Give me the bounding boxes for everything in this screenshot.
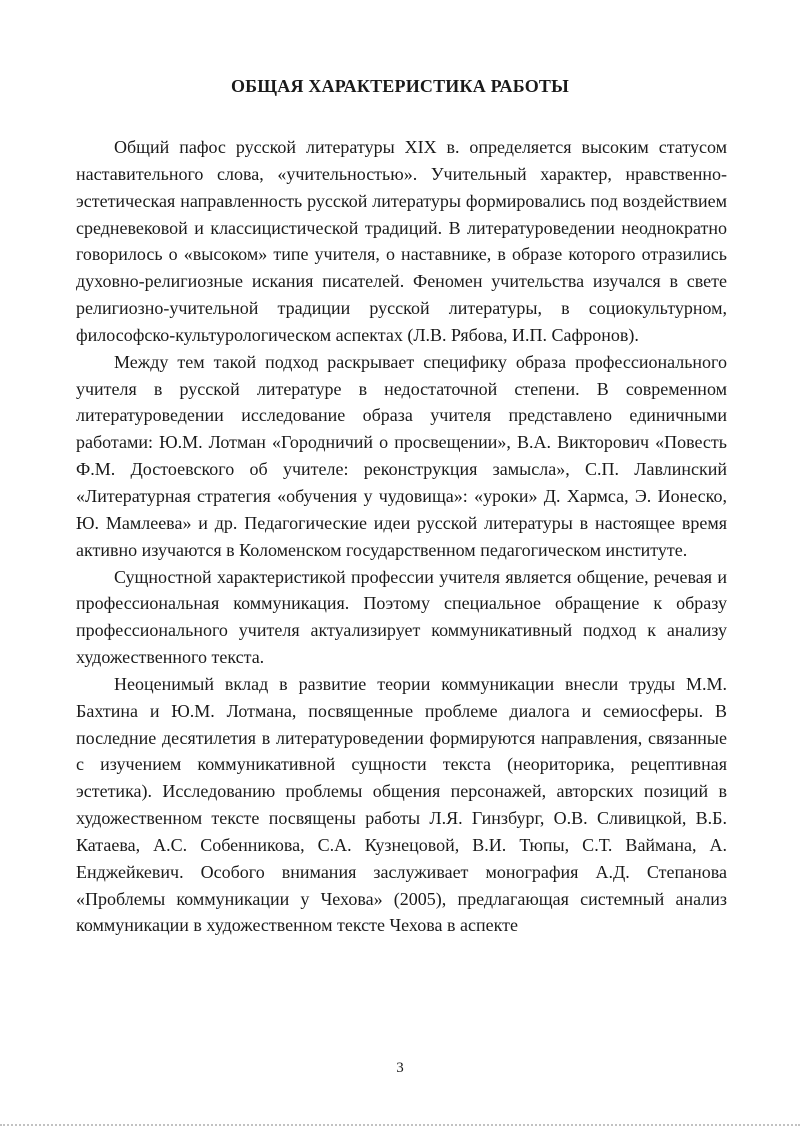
paragraph-2: Между тем такой подход раскрывает специфику образа профессионального учителя в русской литературе в недостаточной степени. В современном литературоведении исследование образа учителя представлено единичными работами: Ю.М. Лотман «Городничий о просвещении», В.А. Викторович «Повесть Ф.М. Достоевского об учителе: реконструкция замысла», С.П. Лавлинский «Литературная стратегия «обучения у чудовища»: «уроки» Д. Хармса, Э. Ионеско, Ю. Мамлеева» и др. Педагогические идеи русской литературы в настоящее время активно изучаются в Коломенском государственном педагогическом институте. [76, 351, 727, 560]
page-bottom-edge [0, 1124, 800, 1126]
paragraph-3: Сущностной характеристикой профессии учителя является общение, речевая и профессиональная коммуникация. Поэтому специальное обращение к образу профессионального учителя актуализирует коммуникативный подход к анализу художественного текста. [76, 566, 727, 668]
paragraph-4: Неоценимый вклад в развитие теории коммуникации внесли труды М.М. Бахтина и Ю.М. Лотмана, посвященные проблеме диалога и семиосферы. В последние десятилетия в литературоведении формируются направления, связанные с изучением коммуникативной сущности текста (неориторика, рецептивная эстетика). Исследованию проблемы общения персонажей, авторских позиций в художественном тексте посвящены работы Л.Я. Гинзбург, О.В. Сливицкой, В.Б. Катаева, А.С. Собенникова, С.А. Кузнецовой, В.И. Тюпы, С.Т. Ваймана, А. Енджейкевич. Особого внимания заслуживает монография А.Д. Степанова «Проблемы коммуникации у Чехова» (2005), предлагающая системный анализ коммуникации в художественном тексте Чехова в аспекте [76, 673, 727, 936]
section-title: ОБЩАЯ ХАРАКТЕРИСТИКА РАБОТЫ [230, 76, 570, 96]
page-number: 3 [396, 1060, 404, 1076]
body-text [76, 134, 727, 939]
paragraph-1: Общий пафос русской литературы XIX в. определяется высоким статусом наставительного слова, «учительностью». Учительный характер, нравственно-эстетическая направленность русской литературы формировались под воздействием средневековой и классицистической традиций. В литературоведении неоднократно говорилось о «высоком» типе учителя, о наставнике, в образе которого отразились духовно-религиозные искания писателей. Феномен учительства изучался в свете религиозно-учительной традиции русской литературы, в социокультурном, философско-культурологическом аспектах (Л.В. Рябова, И.П. Сафронов). [76, 137, 727, 345]
